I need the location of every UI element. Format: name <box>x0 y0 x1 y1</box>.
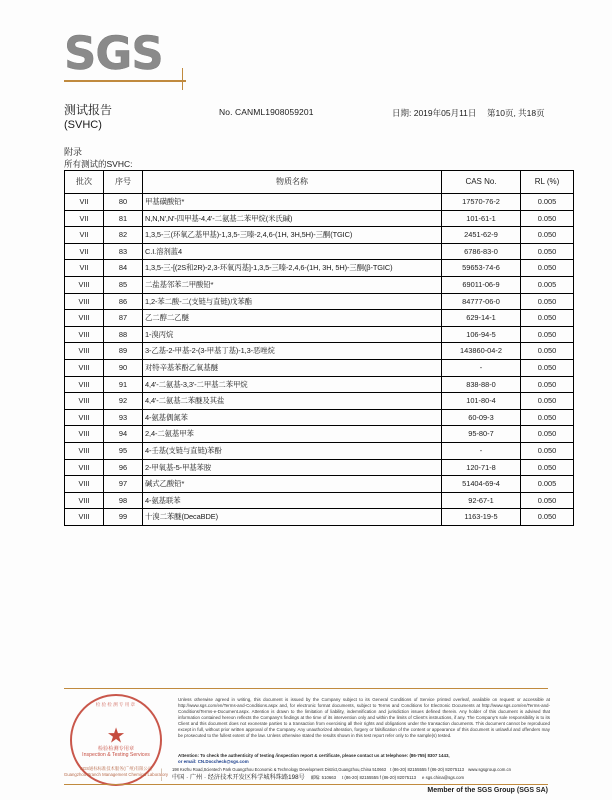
sgs-logo-text: SGS <box>64 27 163 80</box>
cell-no: 95 <box>104 442 143 459</box>
cell-batch: VII <box>65 227 104 244</box>
cell-batch: VIII <box>65 276 104 293</box>
telephone-cn: t (86-20) 82155555 f (86-20) 82075113 <box>342 775 417 780</box>
address-en: 198 Kezhu Road,Scientech Park Guangzhou Economic & Technology Development District,Guangzhou,China 510663 <box>172 767 387 772</box>
cell-no: 84 <box>104 260 143 277</box>
cell-cas: 84777-06-0 <box>442 293 521 310</box>
cell-no: 96 <box>104 459 143 476</box>
cell-cas: - <box>442 442 521 459</box>
cell-batch: VIII <box>65 310 104 327</box>
table-row <box>65 194 574 211</box>
cell-no: 94 <box>104 426 143 443</box>
footer-bottom-rule <box>64 784 548 785</box>
cell-cas: - <box>442 359 521 376</box>
cell-substance-name: 十溴二苯醚(DecaBDE) <box>143 509 442 526</box>
cell-batch: VIII <box>65 476 104 493</box>
cell-cas: 59653-74-6 <box>442 260 521 277</box>
cell-no: 83 <box>104 243 143 260</box>
cell-batch: VIII <box>65 409 104 426</box>
cell-no: 87 <box>104 310 143 327</box>
cell-substance-name: 4,4'-二氨基二苯醚及其盐 <box>143 393 442 410</box>
table-row <box>65 210 574 227</box>
report-title-line1: 测试报告 <box>64 103 113 117</box>
cell-cas: 101-80-4 <box>442 393 521 410</box>
address-en-row <box>172 767 552 773</box>
cell-rl: 0.050 <box>521 293 574 310</box>
cell-substance-name: 4-壬基(支链与直链)苯酚 <box>143 442 442 459</box>
cell-substance-name: C.I.溶剂蓝4 <box>143 243 442 260</box>
cell-no: 81 <box>104 210 143 227</box>
cell-no: 93 <box>104 409 143 426</box>
member-statement: Member of the SGS Group (SGS SA) <box>427 787 548 794</box>
address-marker-en: | <box>161 768 163 773</box>
cell-substance-name: 甲基磺酸铅* <box>143 194 442 211</box>
footer-divider <box>64 688 548 689</box>
header-no: 序号 <box>104 171 143 194</box>
cell-cas: 6786-83-0 <box>442 243 521 260</box>
cell-substance-name: 4-氨基偶氮苯 <box>143 409 442 426</box>
cell-rl: 0.050 <box>521 409 574 426</box>
cell-batch: VII <box>65 243 104 260</box>
cell-cas: 838-88-0 <box>442 376 521 393</box>
annex-label: 附录 <box>64 147 83 157</box>
cell-no: 86 <box>104 293 143 310</box>
address-marker-cn: | <box>161 776 163 781</box>
seal-caption-cn: SGS通标标准技术服务(广州)有限公司 <box>79 766 153 771</box>
address-cn: 中国 · 广州 · 经济技术开发区科学城科珠路198号 <box>172 774 305 781</box>
cell-no: 88 <box>104 326 143 343</box>
cell-rl: 0.005 <box>521 194 574 211</box>
attention-notice <box>178 753 550 765</box>
cell-batch: VIII <box>65 442 104 459</box>
seal-caption-en: Guangzhou Branch Management Chemical Laboratory <box>63 772 169 777</box>
cell-batch: VIII <box>65 326 104 343</box>
cell-rl: 0.050 <box>521 243 574 260</box>
telephone-en: t (86-20) 82155555 f (86-20) 82075113 <box>390 767 465 772</box>
cell-rl: 0.050 <box>521 376 574 393</box>
address-cn-row <box>172 774 552 782</box>
cell-batch: VII <box>65 194 104 211</box>
seal-arc-text: 检验检测专用章 <box>95 702 137 708</box>
table-row <box>65 442 574 459</box>
cell-no: 98 <box>104 492 143 509</box>
cell-batch: VIII <box>65 492 104 509</box>
cell-cas: 2451-62-9 <box>442 227 521 244</box>
cell-rl: 0.050 <box>521 260 574 277</box>
table-row <box>65 509 574 526</box>
attention-line2: or email: CN.Doccheck@sgs.com <box>178 759 249 765</box>
cell-substance-name: 4,4'-二氨基-3,3'-二甲基二苯甲烷 <box>143 376 442 393</box>
table-row <box>65 243 574 260</box>
cell-rl: 0.050 <box>521 459 574 476</box>
table-row <box>65 359 574 376</box>
company-seal <box>63 694 169 786</box>
cell-batch: VIII <box>65 376 104 393</box>
header-substance: 物质名称 <box>143 171 442 194</box>
cell-rl: 0.050 <box>521 393 574 410</box>
logo-tick <box>182 68 183 90</box>
cell-no: 97 <box>104 476 143 493</box>
table-row <box>65 276 574 293</box>
table-row <box>65 310 574 327</box>
postcode-cn: 邮编: 510663 <box>310 775 337 780</box>
cell-substance-name: 碱式乙酸铅* <box>143 476 442 493</box>
cell-no: 90 <box>104 359 143 376</box>
cell-cas: 51404-69-4 <box>442 476 521 493</box>
cell-cas: 143860-04-2 <box>442 343 521 360</box>
cell-batch: VII <box>65 260 104 277</box>
cell-substance-name: 3-乙基-2-甲基-2-(3-甲基丁基)-1,3-恶唑烷 <box>143 343 442 360</box>
cell-rl: 0.050 <box>521 509 574 526</box>
cell-substance-name: 二盐基邻苯二甲酸铅* <box>143 276 442 293</box>
cell-substance-name: 1,2-苯二酸-二(支链与直链)戊苯酯 <box>143 293 442 310</box>
cell-substance-name: 4-氨基联苯 <box>143 492 442 509</box>
cell-rl: 0.050 <box>521 359 574 376</box>
cell-cas: 101-61-1 <box>442 210 521 227</box>
cell-substance-name: N,N,N',N'-四甲基-4,4'-二氨基二苯甲烷(米氏碱) <box>143 210 442 227</box>
cell-no: 80 <box>104 194 143 211</box>
cell-rl: 0.050 <box>521 343 574 360</box>
header-batch: 批次 <box>65 171 104 194</box>
cell-rl: 0.050 <box>521 210 574 227</box>
cell-cas: 95-80-7 <box>442 426 521 443</box>
table-row <box>65 260 574 277</box>
annex-heading <box>64 146 132 170</box>
table-row <box>65 459 574 476</box>
cell-rl: 0.050 <box>521 326 574 343</box>
seal-star-icon: ★ <box>106 724 126 748</box>
cell-rl: 0.050 <box>521 492 574 509</box>
cell-rl: 0.005 <box>521 476 574 493</box>
report-title-line2: (SVHC) <box>64 119 102 131</box>
cell-batch: VIII <box>65 393 104 410</box>
table-row <box>65 426 574 443</box>
cell-rl: 0.005 <box>521 276 574 293</box>
table-row <box>65 326 574 343</box>
cell-no: 82 <box>104 227 143 244</box>
svhc-table <box>64 170 574 526</box>
email-cn: e sgs.china@sgs.com <box>422 775 465 780</box>
cell-no: 89 <box>104 343 143 360</box>
seal-center-cn: 检验检测专用章 <box>97 745 135 752</box>
cell-no: 99 <box>104 509 143 526</box>
cell-batch: VIII <box>65 359 104 376</box>
cell-no: 91 <box>104 376 143 393</box>
report-number: No. CANML1908059201 <box>219 107 314 117</box>
cell-no: 85 <box>104 276 143 293</box>
cell-substance-name: 1,3,5-三-[(2S和2R)-2,3-环氧丙基]-1,3,5-三嗪-2,4,6-(1H, 3H, 5H)-三酮(β-TGIC) <box>143 260 442 277</box>
cell-rl: 0.050 <box>521 426 574 443</box>
cell-batch: VIII <box>65 343 104 360</box>
seal-center-text <box>70 746 162 759</box>
table-row <box>65 376 574 393</box>
cell-cas: 69011-06-9 <box>442 276 521 293</box>
table-row <box>65 393 574 410</box>
cell-cas: 92-67-1 <box>442 492 521 509</box>
cell-cas: 17570-76-2 <box>442 194 521 211</box>
cell-substance-name: 乙二醇二乙醚 <box>143 310 442 327</box>
cell-batch: VIII <box>65 459 104 476</box>
table-row <box>65 409 574 426</box>
cell-substance-name: 1-溴丙烷 <box>143 326 442 343</box>
cell-batch: VIII <box>65 426 104 443</box>
report-page-number: 第10页, 共18页 <box>487 108 545 118</box>
cell-substance-name: 2,4-二氨基甲苯 <box>143 426 442 443</box>
website-cn: www.sgsgroup.com.cn <box>468 767 512 772</box>
report-title <box>64 103 112 133</box>
cell-substance-name: 对特辛基苯酚乙氧基醚 <box>143 359 442 376</box>
cell-no: 92 <box>104 393 143 410</box>
cell-batch: VIII <box>65 509 104 526</box>
legal-disclaimer: Unless otherwise agreed in writing, this document is issued by the Company subject to its General Conditions of Service printed overleaf, available on request or accessible at http://www.sgs.com/en/Terms-and-Conditions.aspx and, for electronic format documents, subject to Terms and Conditions for Electronic Documents at http://www.sgs.com/en/Terms-and-Conditions/Terms-e-Document.aspx. Attention is drawn to the limitation of liability, indemnification and jurisdiction issues defined therein. Any holder of this document is advised that information contained hereon reflects the Company's findings at the time of its intervention only and within the limits of Client's instructions, if any. The Company's sole responsibility is to its Client and this document does not exonerate parties to a transaction from exercising all their rights and obligations under the transaction documents. This document cannot be reproduced except in full, without prior written approval of the Company. Any unauthorized alteration, forgery or falsification of the content or appearance of this document is unlawful and offenders may be prosecuted to the fullest extent of the law. Unless otherwise stated the results shown in this test report refer only to the sample(s) tested. <box>178 697 550 739</box>
cell-batch: VIII <box>65 293 104 310</box>
logo-underline <box>64 80 186 82</box>
table-body <box>65 194 574 526</box>
sgs-logo <box>64 27 194 86</box>
table-row <box>65 227 574 244</box>
table-row <box>65 293 574 310</box>
cell-cas: 106-94-5 <box>442 326 521 343</box>
cell-cas: 629-14-1 <box>442 310 521 327</box>
attention-line1: Attention: To check the authenticity of testing /inspection report & certificate, please contact us at telephone: (86-755) 8307 1443, <box>178 753 450 758</box>
cell-cas: 120-71-8 <box>442 459 521 476</box>
cell-substance-name: 1,3,5-三(环氧乙基甲基)-1,3,5-三嗪-2,4,6-(1H, 3H,5H)-三酮(TGIC) <box>143 227 442 244</box>
cell-rl: 0.050 <box>521 442 574 459</box>
cell-cas: 1163-19-5 <box>442 509 521 526</box>
cell-rl: 0.050 <box>521 310 574 327</box>
cell-batch: VII <box>65 210 104 227</box>
seal-caption <box>62 766 170 778</box>
cell-substance-name: 2-甲氧基-5-甲基苯胺 <box>143 459 442 476</box>
table-row <box>65 343 574 360</box>
header-cas: CAS No. <box>442 171 521 194</box>
table-row <box>65 476 574 493</box>
cell-cas: 60-09-3 <box>442 409 521 426</box>
seal-center-en: Inspection & Testing Services <box>82 751 150 758</box>
annex-subtitle: 所有测试的SVHC: <box>64 159 133 169</box>
report-date: 日期: 2019年05月11日 <box>392 108 477 118</box>
header-rl: RL (%) <box>521 171 574 194</box>
table-row <box>65 492 574 509</box>
cell-rl: 0.050 <box>521 227 574 244</box>
table-header-row <box>65 171 574 194</box>
